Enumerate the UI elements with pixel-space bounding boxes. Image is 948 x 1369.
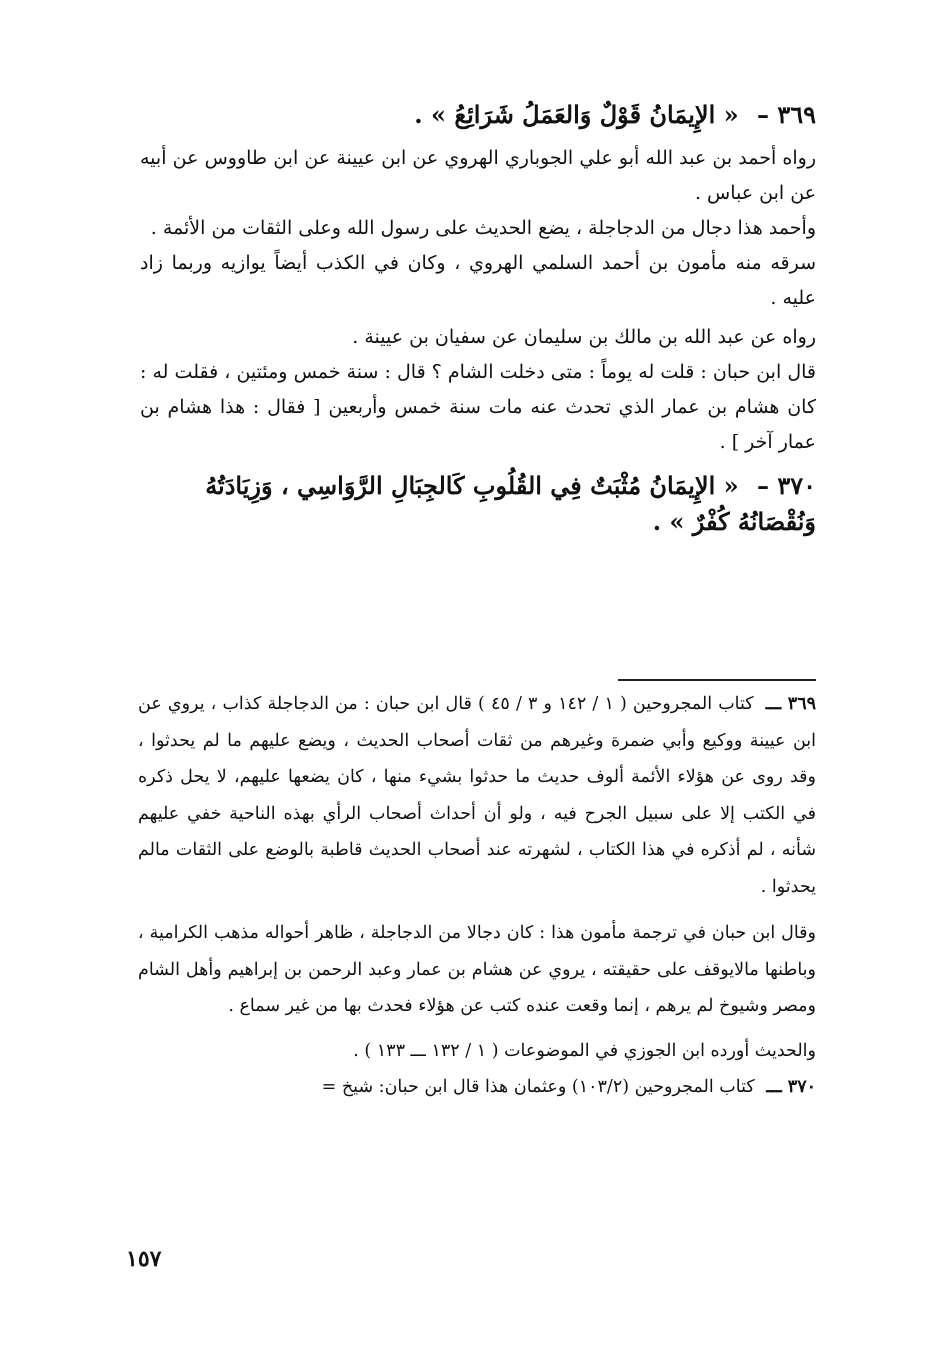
footnote-370-text: كتاب المجروحين (١٠٣/٢) وعثمان هذا قال ابن حبان: شيخ =: [321, 1077, 755, 1097]
hadith-369-paragraph-4: رواه عن عبد الله بن مالك بن سليمان عن سفيان بن عيينة .: [352, 326, 816, 348]
main-text: [140, 95, 816, 546]
hadith-370-heading: [140, 468, 816, 540]
page-number: ١٥٧: [126, 1246, 162, 1272]
footnote-369-text: كتاب المجروحين ( ١ / ١٤٢ و ٣ / ٤٥ ) قال ابن حبان : من الدجاجلة كذاب ، يروي عن ابن عيينة ووكيع وأبي ضمرة وغيرهم من ثقات أصحاب الحديث ، ويضع عليهم ما لم يحدثوا ، وقد روى عن هؤلاء الأئمة ألوف حديث ما حدثوا بشيء منها ، كان يضعها عليهم، لا يحل ذكره في الكتب إلا على سبيل الجرح فيه ، ولو أن أحداث أصحاب الرأي بهذه الناحية خفي عليهم شأنه ، لم أذكره في هذا الكتاب ، لشهرته عند أصحاب الحديث قاطبة بالوضع على الثقات مالم يحدثوا .: [138, 694, 816, 897]
hadith-370-number: ٣٧٠ –: [756, 471, 816, 500]
footnotes: [138, 686, 816, 1106]
hadith-369-number: ٣٦٩ –: [756, 100, 816, 129]
hadith-369-heading: [140, 95, 816, 135]
footnote-369-number: ٣٦٩ ـــ: [765, 694, 816, 714]
footnote-369-paragraph-2: وقال ابن حبان في ترجمة مأمون هذا : كان دجالا من الدجاجلة ، ظاهر أحواله مذهب الكرامية ، وباطنها مالايوقف على حقيقته ، يروي عن هشام بن عمار وعبد الرحمن بن إبراهيم وأهل الشام ومصر وشيوخ لم يرهم ، إنما وقعت عنده كتب عن هؤلاء فحدث بها من غير سماع .: [138, 923, 816, 1016]
hadith-369-paragraph-2: وأحمد هذا دجال من الدجاجلة ، يضع الحديث على رسول الله وعلى الثقات من الأئمة .: [150, 217, 816, 239]
footnote-370: [138, 1069, 816, 1106]
footnote-divider: [618, 679, 816, 681]
footnote-369-paragraph-3: والحديث أورده ابن الجوزي في الموضوعات ( ١ / ١٣٢ ـــ ١٣٣ ) .: [353, 1040, 816, 1061]
hadith-370-title: « الإِيمَانُ مُثْبَتٌ فِي القُلُوبِ كَالجِبَالِ الرَّوَاسِي ، وَزِيَادَتُهُ وَنُقْصَانُهُ كُفْرٌ » .: [205, 471, 816, 536]
footnote-369-paragraph-1: [138, 686, 816, 905]
hadith-369-paragraph-1: رواه أحمد بن عبد الله أبو علي الجوباري الهروي عن ابن عيينة عن ابن طاووس عن أبيه عن ابن عباس .: [140, 147, 816, 204]
hadith-369-title: « الإِيمَانُ قَوْلٌ وَالعَمَلُ شَرَائِعُ » .: [414, 100, 739, 129]
footnote-370-number: ٣٧٠ ـــ: [766, 1077, 816, 1097]
hadith-369-paragraph-3: سرقه منه مأمون بن أحمد السلمي الهروي ، وكان في الكذب أيضاً يوازيه وربما زاد عليه .: [140, 252, 816, 309]
hadith-369-paragraph-5: قال ابن حبان : قلت له يوماً : متى دخلت الشام ؟ قال : سنة خمس ومئتين ، فقلت له : كان هشام بن عمار الذي تحدث عنه مات سنة خمس وأربعين [ فقال : هذا هشام بن عمار آخر ] .: [140, 361, 816, 453]
